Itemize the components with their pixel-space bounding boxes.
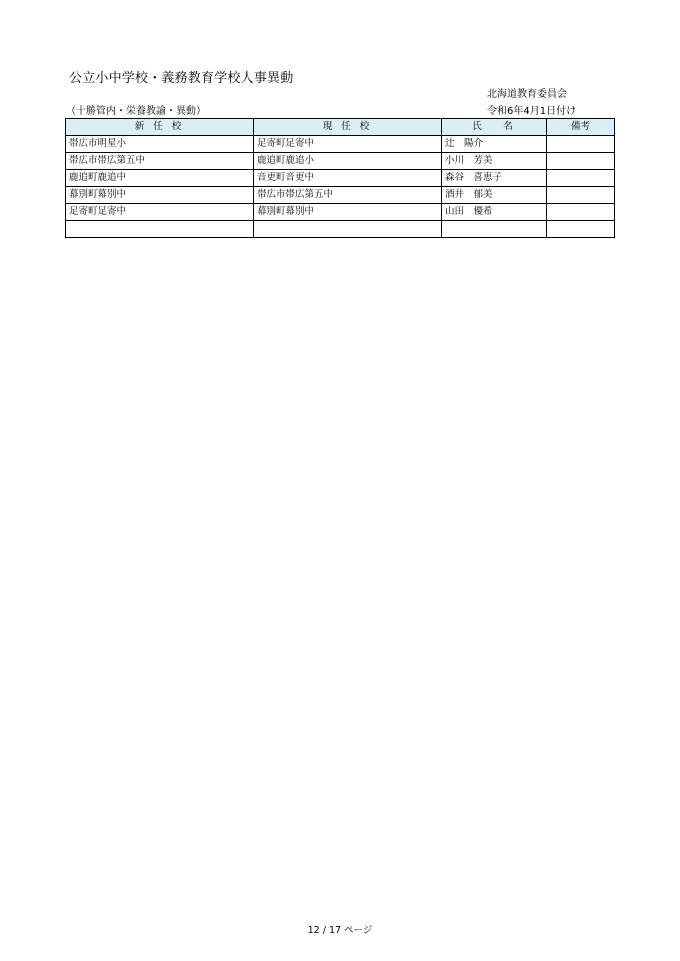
personnel-transfer-table bbox=[65, 118, 615, 238]
current-school-cell: 音更町音更中 bbox=[254, 170, 442, 187]
page-number: 12 / 17 ページ bbox=[307, 925, 373, 936]
table-row bbox=[66, 170, 615, 187]
remarks-cell bbox=[547, 136, 615, 153]
table-row bbox=[66, 153, 615, 170]
name-cell: 小川 芳美 bbox=[442, 153, 547, 170]
table-row bbox=[66, 136, 615, 153]
current-school-cell: 鹿追町鹿追小 bbox=[254, 153, 442, 170]
remarks-cell bbox=[547, 204, 615, 221]
remarks-cell bbox=[547, 187, 615, 204]
effective-date: 令和6年4月1日付け bbox=[487, 106, 577, 117]
remarks-cell bbox=[547, 170, 615, 187]
current-school-cell: 幕別町幕別中 bbox=[254, 204, 442, 221]
column-header-remarks: 備考 bbox=[547, 119, 615, 136]
current-school-cell: 足寄町足寄中 bbox=[254, 136, 442, 153]
column-header-name: 氏 名 bbox=[442, 119, 547, 136]
remarks-cell bbox=[547, 153, 615, 170]
new-school-cell bbox=[66, 221, 254, 238]
name-cell: 酒井 郁美 bbox=[442, 187, 547, 204]
new-school-cell: 足寄町足寄中 bbox=[66, 204, 254, 221]
name-cell bbox=[442, 221, 547, 238]
issuing-organization: 北海道教育委員会 bbox=[487, 89, 567, 100]
column-header-new-school: 新 任 校 bbox=[66, 119, 254, 136]
table-row bbox=[66, 187, 615, 204]
table-row-empty bbox=[66, 221, 615, 238]
new-school-cell: 帯広市帯広第五中 bbox=[66, 153, 254, 170]
table-header-row bbox=[66, 119, 615, 136]
new-school-cell: 幕別町幕別中 bbox=[66, 187, 254, 204]
document-title: 公立小中学校・義務教育学校人事異動 bbox=[69, 71, 294, 86]
new-school-cell: 帯広市明星小 bbox=[66, 136, 254, 153]
name-cell: 辻 陽介 bbox=[442, 136, 547, 153]
name-cell: 森谷 喜恵子 bbox=[442, 170, 547, 187]
section-subtitle: （十勝管内・栄養教諭・異動） bbox=[66, 106, 206, 117]
current-school-cell bbox=[254, 221, 442, 238]
remarks-cell bbox=[547, 221, 615, 238]
column-header-current-school: 現 任 校 bbox=[254, 119, 442, 136]
table-row bbox=[66, 204, 615, 221]
name-cell: 山田 優希 bbox=[442, 204, 547, 221]
current-school-cell: 帯広市帯広第五中 bbox=[254, 187, 442, 204]
new-school-cell: 鹿追町鹿追中 bbox=[66, 170, 254, 187]
